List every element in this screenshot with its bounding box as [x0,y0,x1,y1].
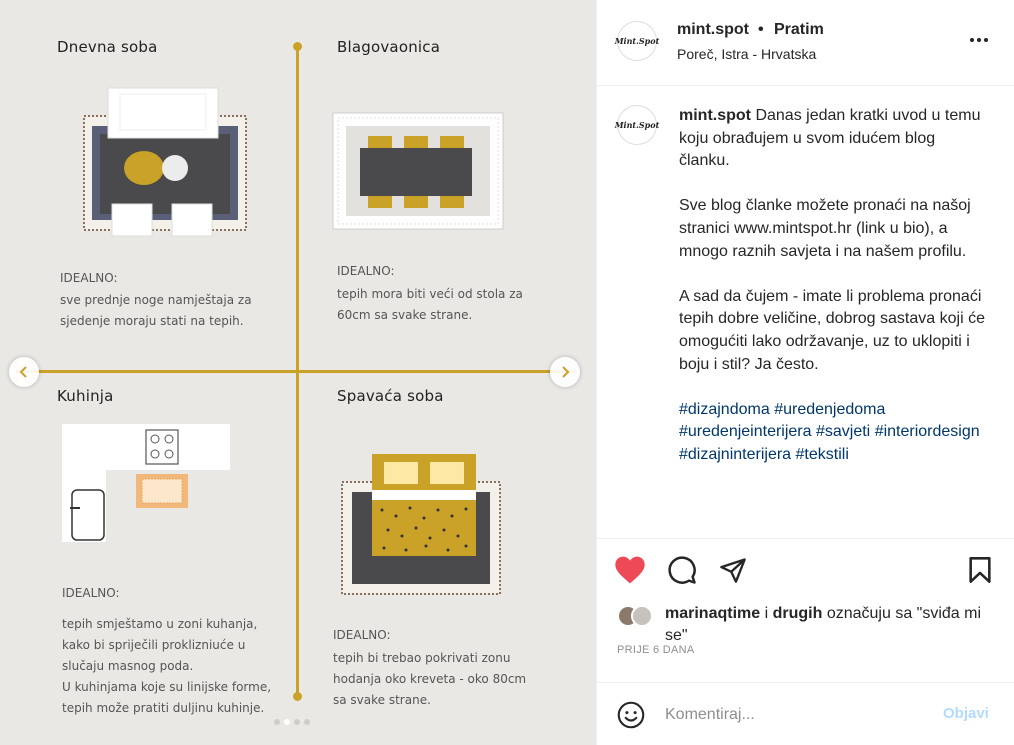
hashtag-link[interactable]: #tekstili [795,445,849,463]
caption-username-link[interactable]: mint.spot [679,107,751,124]
following-button[interactable]: Pratim [774,21,824,38]
hashtag-list [679,399,989,467]
comment-button[interactable] [665,553,699,587]
hashtag-link[interactable]: #savjeti [815,423,871,441]
more-options-button[interactable] [965,30,993,50]
action-bar [597,538,1014,681]
room-title-kitchen: Kuhinja [57,387,114,405]
post-header [597,0,1014,86]
avatar-logo-text: Mint.Spot [614,120,660,130]
dining-room-illustration [332,112,504,230]
likes-joiner: i [764,605,769,622]
share-button[interactable] [716,553,750,587]
room-desc-kitchen: tepih smještamo u zoni kuhanja, kako bi spriječili proklizniuće u slučaju masnog poda. U kuhinjama koje su linijske forme, tepih može pratiti duljinu kuhinje. [62,617,272,715]
avatar-logo-text: Mint.Spot [614,36,660,46]
paper-plane-icon [719,556,747,584]
caption-text [679,105,989,467]
likes-suffix: označuju sa "sviđa mi se" [665,605,982,644]
carousel-dot [304,719,310,725]
heart-filled-icon [614,555,646,585]
more-horizontal-icon [970,38,974,42]
avatar[interactable] [614,21,660,61]
carousel-dot [294,719,300,725]
idealno-label: IDEALNO: [60,271,118,285]
divider-dot [293,692,302,701]
post-comment-button[interactable]: Objavi [943,705,989,722]
bedroom-illustration [340,452,502,596]
chevron-left-icon [17,365,31,379]
bookmark-icon [967,556,993,584]
room-desc-bedroom: tepih bi trebao pokrivati zonu hodanja oko kreveta - oko 80cm sa svake strane. [333,651,527,707]
room-desc-dining: tepih mora biti veći od stola za 60cm sa svake strane. [337,287,523,322]
horizontal-divider [16,370,576,373]
post-timestamp[interactable]: PRIJE 6 DANA [617,644,695,656]
carousel-indicator [274,719,310,725]
header-separator: • [758,21,764,38]
caption-paragraph-1: Danas jedan kratki uvod u temu koju obrađujem u svom idućem blog članku. [679,107,981,170]
idealno-label: IDEALNO: [333,628,391,642]
hashtag-link[interactable]: #interiordesign [874,423,980,441]
emoji-icon[interactable] [617,701,645,729]
hashtag-link[interactable]: #dizajndoma [679,400,770,418]
liker-avatar[interactable] [631,605,653,627]
carousel-next-button[interactable] [550,357,580,387]
liker-username-link[interactable]: marinaqtime [665,605,761,622]
username-link[interactable]: mint.spot [677,21,749,38]
idealno-label: IDEALNO: [337,264,395,278]
location-link[interactable]: Poreč, Istra - Hrvatska [677,46,817,62]
comment-input[interactable] [665,703,935,727]
likes-text [665,603,995,647]
comment-bubble-icon [667,555,697,585]
save-button[interactable] [963,553,997,587]
idealno-label: IDEALNO: [62,586,120,600]
chevron-right-icon [558,365,572,379]
hashtag-link[interactable]: #uredenjedoma [774,400,886,418]
caption-paragraph-3: A sad da čujem - imate li problema pronaći tepih dobre veličine, dobrog sastava koji će omogućiti lako održavanje, uz to uklopiti i boju i stil? Ja često. [679,287,985,373]
likes-others-link[interactable]: drugih [772,605,823,622]
avatar[interactable] [614,105,660,145]
caption-paragraph-2: Sve blog članke možete pronaći na našoj stranici www.mintspot.hr (link u bio), a mnogo raznih savjeta i na našem profilu. [679,197,971,260]
carousel-dot-active [284,719,290,725]
room-title-bedroom: Spavaća soba [337,387,444,405]
living-room-illustration [82,82,248,240]
comment-box [597,682,1014,745]
carousel-prev-button[interactable] [9,357,39,387]
room-title-living: Dnevna soba [57,38,158,56]
like-button[interactable] [613,553,647,587]
hashtag-link[interactable]: #uredenjeinterijera [679,423,812,441]
room-title-dining: Blagovaonica [337,38,441,56]
carousel-dot [274,719,280,725]
post-sidebar [596,0,1013,745]
divider-dot [293,42,302,51]
room-desc-living: sve prednje noge namještaja za sjedenje moraju stati na tepih. [60,293,252,328]
caption-section [597,87,1014,537]
kitchen-illustration [60,420,232,546]
hashtag-link[interactable]: #dizajninterijera [679,445,792,463]
